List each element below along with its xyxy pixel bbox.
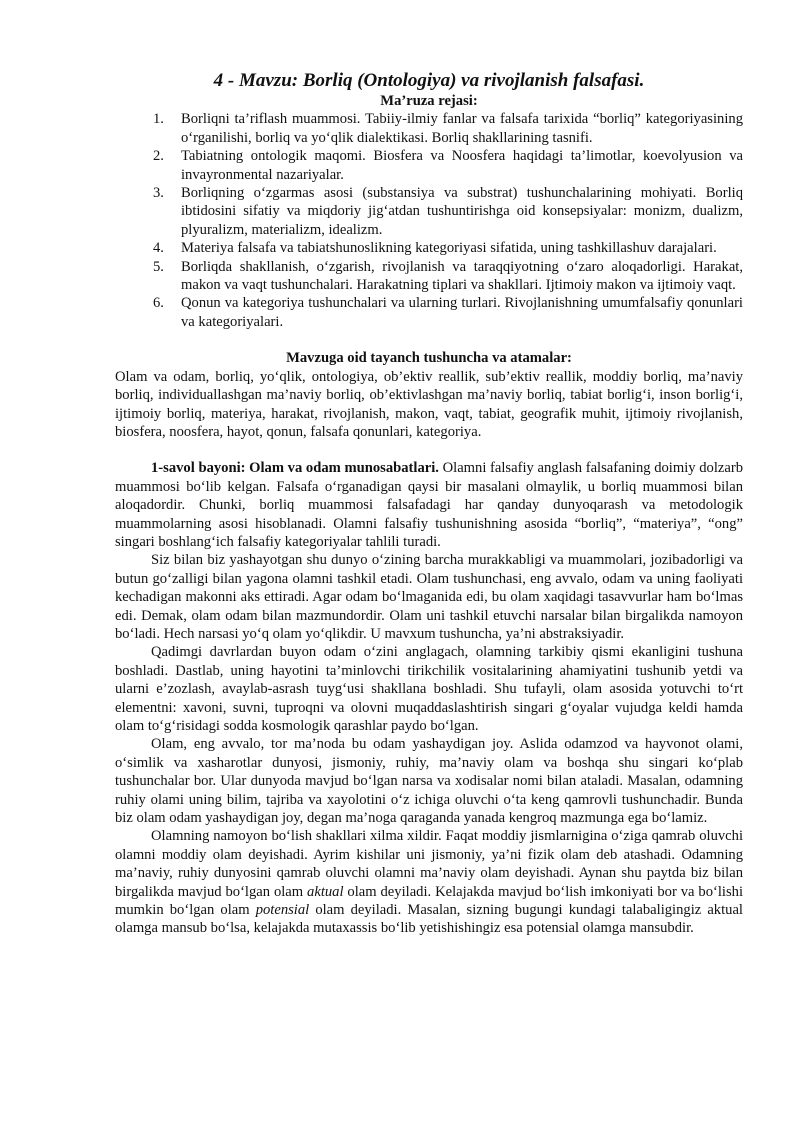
list-item-number: 6. — [153, 295, 164, 312]
list-item — [115, 147, 743, 184]
list-item-number: 5. — [153, 258, 164, 275]
list-item-number: 2. — [153, 148, 164, 165]
section-1-paragraph-3: Qadimgi davrlardan buyon odam o‘zini anglagach, olamning tarkibiy qismi ekanligini tushuna boshladi. Dastlab, uning hayotini ta’minlovchi tirikchilik vositalarining ahamiyatini tushunib yetdi va ularni e’zozlash, avaylab-asrash tuyg‘usi shakllana boshladi. Shu tufayli, olam asosida yotuvchi to‘rt elementni: xavoni, suvni, tuproqni va olovni muqaddaslashtirish singari g‘oyalar vujudga keldi hamda olam to‘g‘risidagi sodda kosmologik qarashlar paydo bo‘lgan. — [115, 644, 743, 734]
plan-heading: Ma’ruza rejasi: — [380, 93, 478, 109]
lecture-plan-list — [115, 110, 743, 331]
paragraph-text: Olamning namoyon bo‘lish shakllari xilma xildir. Faqat moddiy jismlarnigina o‘ziga qamrab oluvchi olamni moddiy olam deyishadi. Ayrim kishilar uni jismoniy, ya’ni fizik olam deb atashadi. Odamning ma’naviy, ruhiy dunyosini qamrab oluvchi olamni ma’naviy olam deyishadi. Aynan shu paytda biz bilan birgalikda mavjud bo‘lgan olam — [115, 828, 743, 900]
list-item-number: 4. — [153, 240, 164, 257]
section-1-paragraph-2: Siz bilan biz yashayotgan shu dunyo o‘zining barcha murakkabligi va muammolari, jozibadorligi va butun go‘zalligi bilan yagona olamni tashkil etadi. Olam tushunchasi, eng avvalo, odam va uning faoliyati kechadigan makonni aks ettiradi. Agar odam bo‘lmaganida edi, bu olam xaqidagi tasavvurlar ham bo‘lmas edi. Demak, olam odam bilan mazmundordir. Olam uni tashkil etuvchi narsalar bilan birgalikda namoyon bo‘ladi. Hech narsasi yo‘q olam yo‘qlikdir. U mavxum tushuncha, ya’ni abstraksiyadir. — [115, 552, 743, 642]
section-1-paragraph-4: Olam, eng avvalo, tor ma’noda bu odam yashaydigan joy. Aslida odamzod va hayvonot olami, o‘simlik va xasharotlar dunyosi, jismoniy, ruhiy, ma’naviy olam va boshqa shu singari ko‘plab tushunchalar bor. Ular dunyoda mavjud bo‘lgan narsa va xodisalar nomi bilan ataladi. Masalan, odamning ruhiy olami uning bilim, tajriba va xayolotini o‘z ichiga oluvchi o‘ta keng qamrovli tushunchadir. Bunda biz olam odam yashaydigan joy, degan ma’noga qaraganda yanada kengroq mazmunga ega bo‘lamiz. — [115, 736, 743, 827]
emphasis-potensial: potensial — [255, 902, 310, 919]
list-item — [115, 184, 743, 239]
paragraph-text: olam deyiladi. Kelajakda mavjud bo‘lish imkoniyati bor va bo‘lishi mumkin bo‘lgan olam — [115, 883, 743, 919]
section-1-heading: 1-savol bayoni: Olam va odam munosabatlari. — [151, 460, 439, 477]
terms-paragraph: Olam va odam, borliq, yo‘qlik, ontologiya, ob’ektiv reallik, sub’ektiv reallik, moddiy borliq, ma’naviy borliq, individuallashgan ma’naviy borliq, ob’ektivlashgan ma’naviy borliq, tabiat borlig‘i, inson borlig‘i, ijtimoiy borliq, materiya, harakat, rivojlanish, makon, vaqt, tabiat, geografik muhit, ijtimoiy rivojlanish, biosfera, noosfera, hayot, qonun, falsafa qonunlari, kategoriya. — [115, 368, 743, 440]
section-1-paragraph-1 — [115, 459, 743, 551]
list-item — [115, 258, 743, 295]
list-item-text: Tabiatning ontologik maqomi. Biosfera va Noosfera haqidagi ta’limotlar, koevolyusion va invayronmental nazariyalar. — [181, 148, 743, 183]
paragraph-text: olam deyiladi. Masalan, sizning bugungi kundagi talabaligingiz aktual olamga mansub bo‘lsa, kelajakda mutaxassis bo‘lib yetishishingiz esa potensial olamga mansubdir. — [115, 902, 743, 937]
list-item-number: 3. — [153, 185, 164, 202]
list-item-number: 1. — [153, 111, 164, 128]
terms-heading: Mavzuga oid tayanch tushuncha va atamalar: — [286, 350, 572, 367]
paragraph-text: Olamni falsafiy anglash falsafaning doimiy dolzarb muammosi bo‘lib kelgan. Falsafa o‘rganadigan qaysi bir masalani olmaylik, u borliq muammosi bilan aloqadordir. Chunki, borliq muammosi falsafadagi har qanday dunyoqarash va metodologik muammolarning asosi hisoblanadi. Olamni falsafiy tushunishning asosida “borliq”, “materiya”, “ong” singari boshlang‘ich falsafiy kategoriyalar tahlili turadi. — [115, 460, 743, 550]
list-item-text: Materiya falsafa va tabiatshunoslikning kategoriyasi sifatida, uning tashkillashuv darajalari. — [181, 240, 717, 257]
list-item-text: Borliqning o‘zgarmas asosi (substansiya va substrat) tushunchalarining mohiyati. Borliq ibtidosini sifatiy va miqdoriy jig‘atdan tushuntirishga oid konsepsiyalar: monizm, dualizm, plyuralizm, materializm, idealizm. — [181, 185, 743, 238]
page-title: 4 - Mavzu: Borliq (Ontologiya) va rivojlanish falsafasi. — [213, 70, 645, 91]
list-item — [115, 294, 743, 331]
list-item — [115, 110, 743, 147]
list-item — [115, 239, 743, 257]
list-item-text: Borliqda shakllanish, o‘zgarish, rivojlanish va taraqqiyotning o‘zaro aloqadorligi. Harakat, makon va vaqt tushunchalari. Harakatning tiplari va shakllari. Ijtimoiy makon va ijtimoiy vaqt. — [181, 258, 743, 294]
list-item-text: Borliqni ta’riflash muammosi. Tabiiy-ilmiy fanlar va falsafa tarixida “borliq” kategoriyasining o‘rganilishi, borliq va yo‘qlik dialektikasi. Borliq shakllarining tasnifi. — [181, 111, 743, 146]
list-item-text: Qonun va kategoriya tushunchalari va ularning turlari. Rivojlanishning umumfalsafiy qonunlari va kategoriyalari. — [181, 295, 743, 330]
section-1-paragraph-5 — [115, 827, 743, 937]
emphasis-aktual: aktual — [307, 883, 344, 900]
